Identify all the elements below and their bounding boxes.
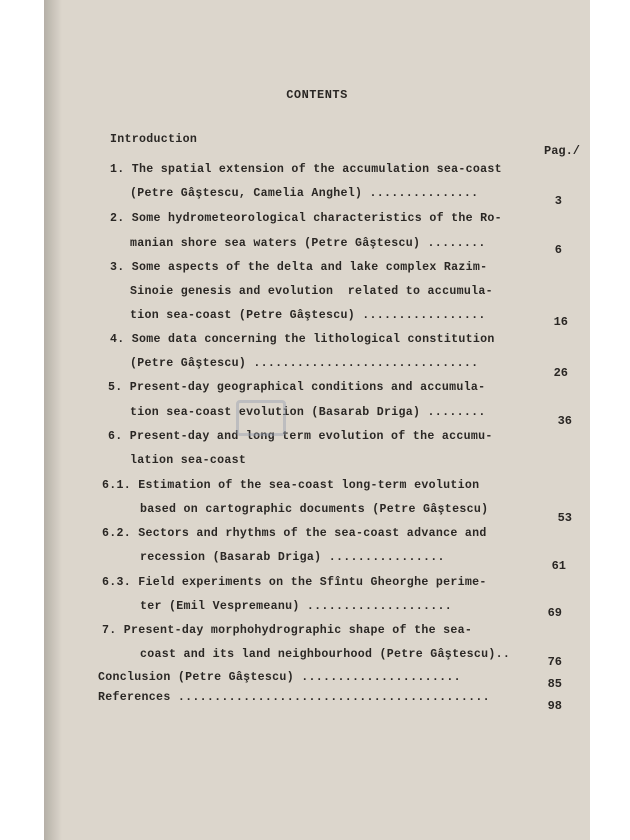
document-page <box>44 0 590 840</box>
toc-page-number: 16 <box>553 315 568 329</box>
toc-page-number: 36 <box>557 414 572 428</box>
toc-line: 6.2. Sectors and rhythms of the sea-coast advance and <box>102 527 487 540</box>
toc-page-number: 98 <box>547 699 562 713</box>
toc-line: 3. Some aspects of the delta and lake complex Razim- <box>110 261 488 274</box>
toc-line: coast and its land neighbourhood (Petre Gâştescu).. <box>140 648 511 661</box>
toc-page-number: 6 <box>554 243 562 257</box>
toc-page-number: 76 <box>547 655 562 669</box>
toc-page-number: 61 <box>551 559 566 573</box>
toc-line: 6. Present-day and long term evolution of the accumu- <box>108 430 493 443</box>
toc-page-number: 53 <box>557 511 572 525</box>
toc-line: based on cartographic documents (Petre Gâştescu) <box>140 503 489 516</box>
toc-line: tion sea-coast (Petre Gâştescu) ................. <box>130 309 486 322</box>
toc-line: 1. The spatial extension of the accumulation sea-coast <box>110 163 502 176</box>
toc-line: ter (Emil Vespremeanu) .................... <box>140 600 453 613</box>
toc-line: References ........................................... <box>98 691 490 704</box>
toc-line: Introduction <box>110 133 198 146</box>
toc-line: Sinoie genesis and evolution related to accumula- <box>130 285 493 298</box>
page-title: CONTENTS <box>286 88 348 102</box>
toc-page-number: 26 <box>553 366 568 380</box>
toc-line: 4. Some data concerning the lithological constitution <box>110 333 495 346</box>
toc-line: 7. Present-day morphohydrographic shape of the sea- <box>102 624 473 637</box>
page-edge-shadow <box>44 0 62 840</box>
toc-line: tion sea-coast evolution (Basarab Driga) ........ <box>130 406 486 419</box>
toc-page-number: 85 <box>547 677 562 691</box>
page-column-label: Pag./ <box>544 144 581 158</box>
toc-line: manian shore sea waters (Petre Gâştescu) ........ <box>130 237 486 250</box>
toc-page-number: 69 <box>547 606 562 620</box>
toc-line: lation sea-coast <box>130 454 247 467</box>
toc-line: Conclusion (Petre Gâştescu) ...................... <box>98 671 461 684</box>
toc-line: 2. Some hydrometeorological characteristics of the Ro- <box>110 212 502 225</box>
toc-line: (Petre Gâştescu) ............................... <box>130 357 479 370</box>
watermark-logo <box>236 400 286 436</box>
toc-line: recession (Basarab Driga) ................ <box>140 551 445 564</box>
toc-line: 6.3. Field experiments on the Sfîntu Gheorghe perime- <box>102 576 487 589</box>
toc-line: 6.1. Estimation of the sea-coast long-term evolution <box>102 479 480 492</box>
toc-line: 5. Present-day geographical conditions and accumula- <box>108 381 486 394</box>
toc-page-number: 3 <box>554 194 562 208</box>
toc-line: (Petre Gâştescu, Camelia Anghel) ............... <box>130 187 479 200</box>
